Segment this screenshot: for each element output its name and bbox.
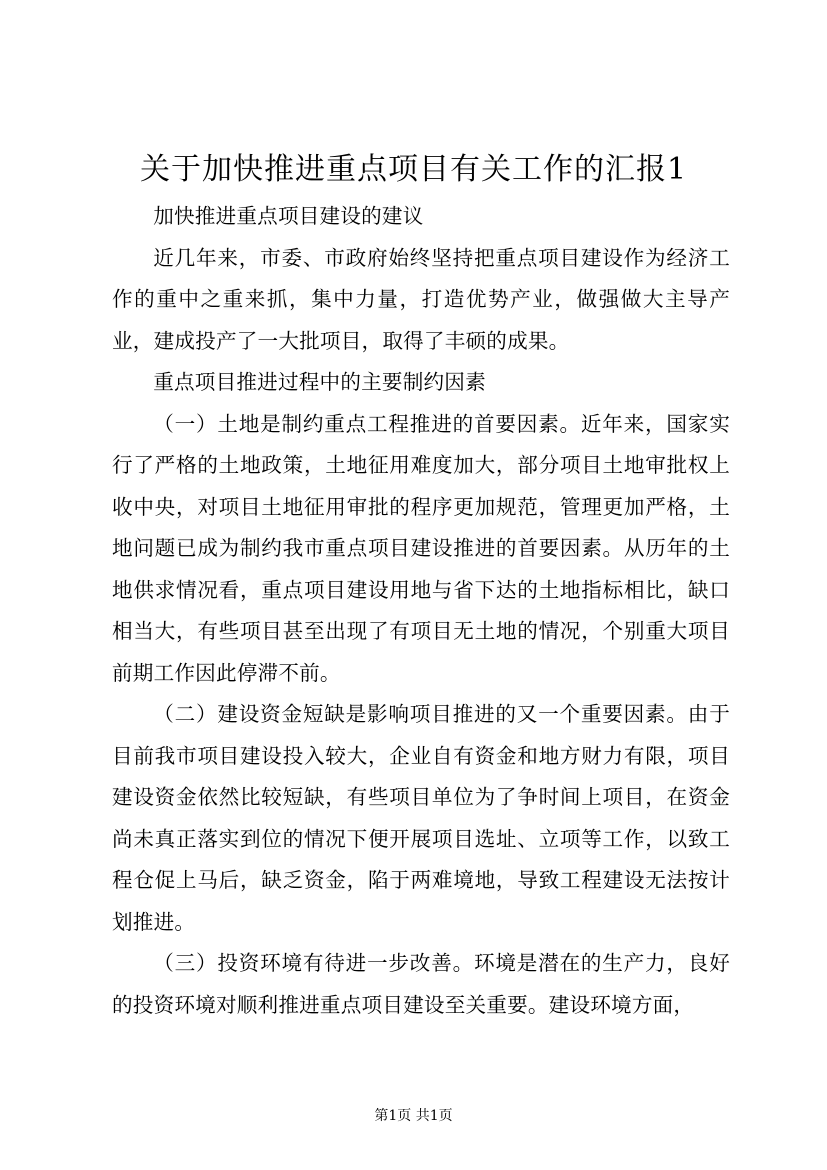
document-body [112,196,730,1026]
document-title: 关于加快推进重点项目有关工作的汇报1 [139,152,688,187]
paragraph-funding: （二）建设资金短缺是影响项目推进的又一个重要因素。由于目前我市项目建设投入较大，企业自有资金和地方财力有限，项目建设资金依然比较短缺，有些项目单位为了争时间上项目，在资金尚未真正落实到位的情况下便开展项目选址、立项等工作，以致工程仓促上马后，缺乏资金，陷于两难境地，导致工程建设无法按计划推进。 [112,702,730,934]
section-heading-constraints: 重点项目推进过程中的主要制约因素 [153,370,486,394]
paragraph-intro: 近几年来，市委、市政府始终坚持把重点项目建设作为经济工作的重中之重来抓，集中力量，打造优势产业，做强做大主导产业，建成投产了一大批项目，取得了丰硕的成果。 [112,245,730,353]
page-footer: 第1页 共1页 [374,1108,453,1124]
paragraph-land: （一）土地是制约重点工程推进的首要因素。近年来，国家实行了严格的土地政策，土地征用难度加大，部分项目土地审批权上收中央，对项目土地征用审批的程序更加规范，管理更加严格，土地问题已成为制约我市重点项目建设推进的首要因素。从历年的土地供求情况看，重点项目建设用地与省下达的土地指标相比，缺口相当大，有些项目甚至出现了有项目无土地的情况，个别重大项目前期工作因此停滞不前。 [112,411,730,685]
section-heading-suggestion: 加快推进重点项目建设的建议 [153,204,424,228]
paragraph-environment: （三）投资环境有待进一步改善。环境是潜在的生产力，良好的投资环境对顺利推进重点项目建设至关重要。建设环境方面， [112,951,730,1017]
